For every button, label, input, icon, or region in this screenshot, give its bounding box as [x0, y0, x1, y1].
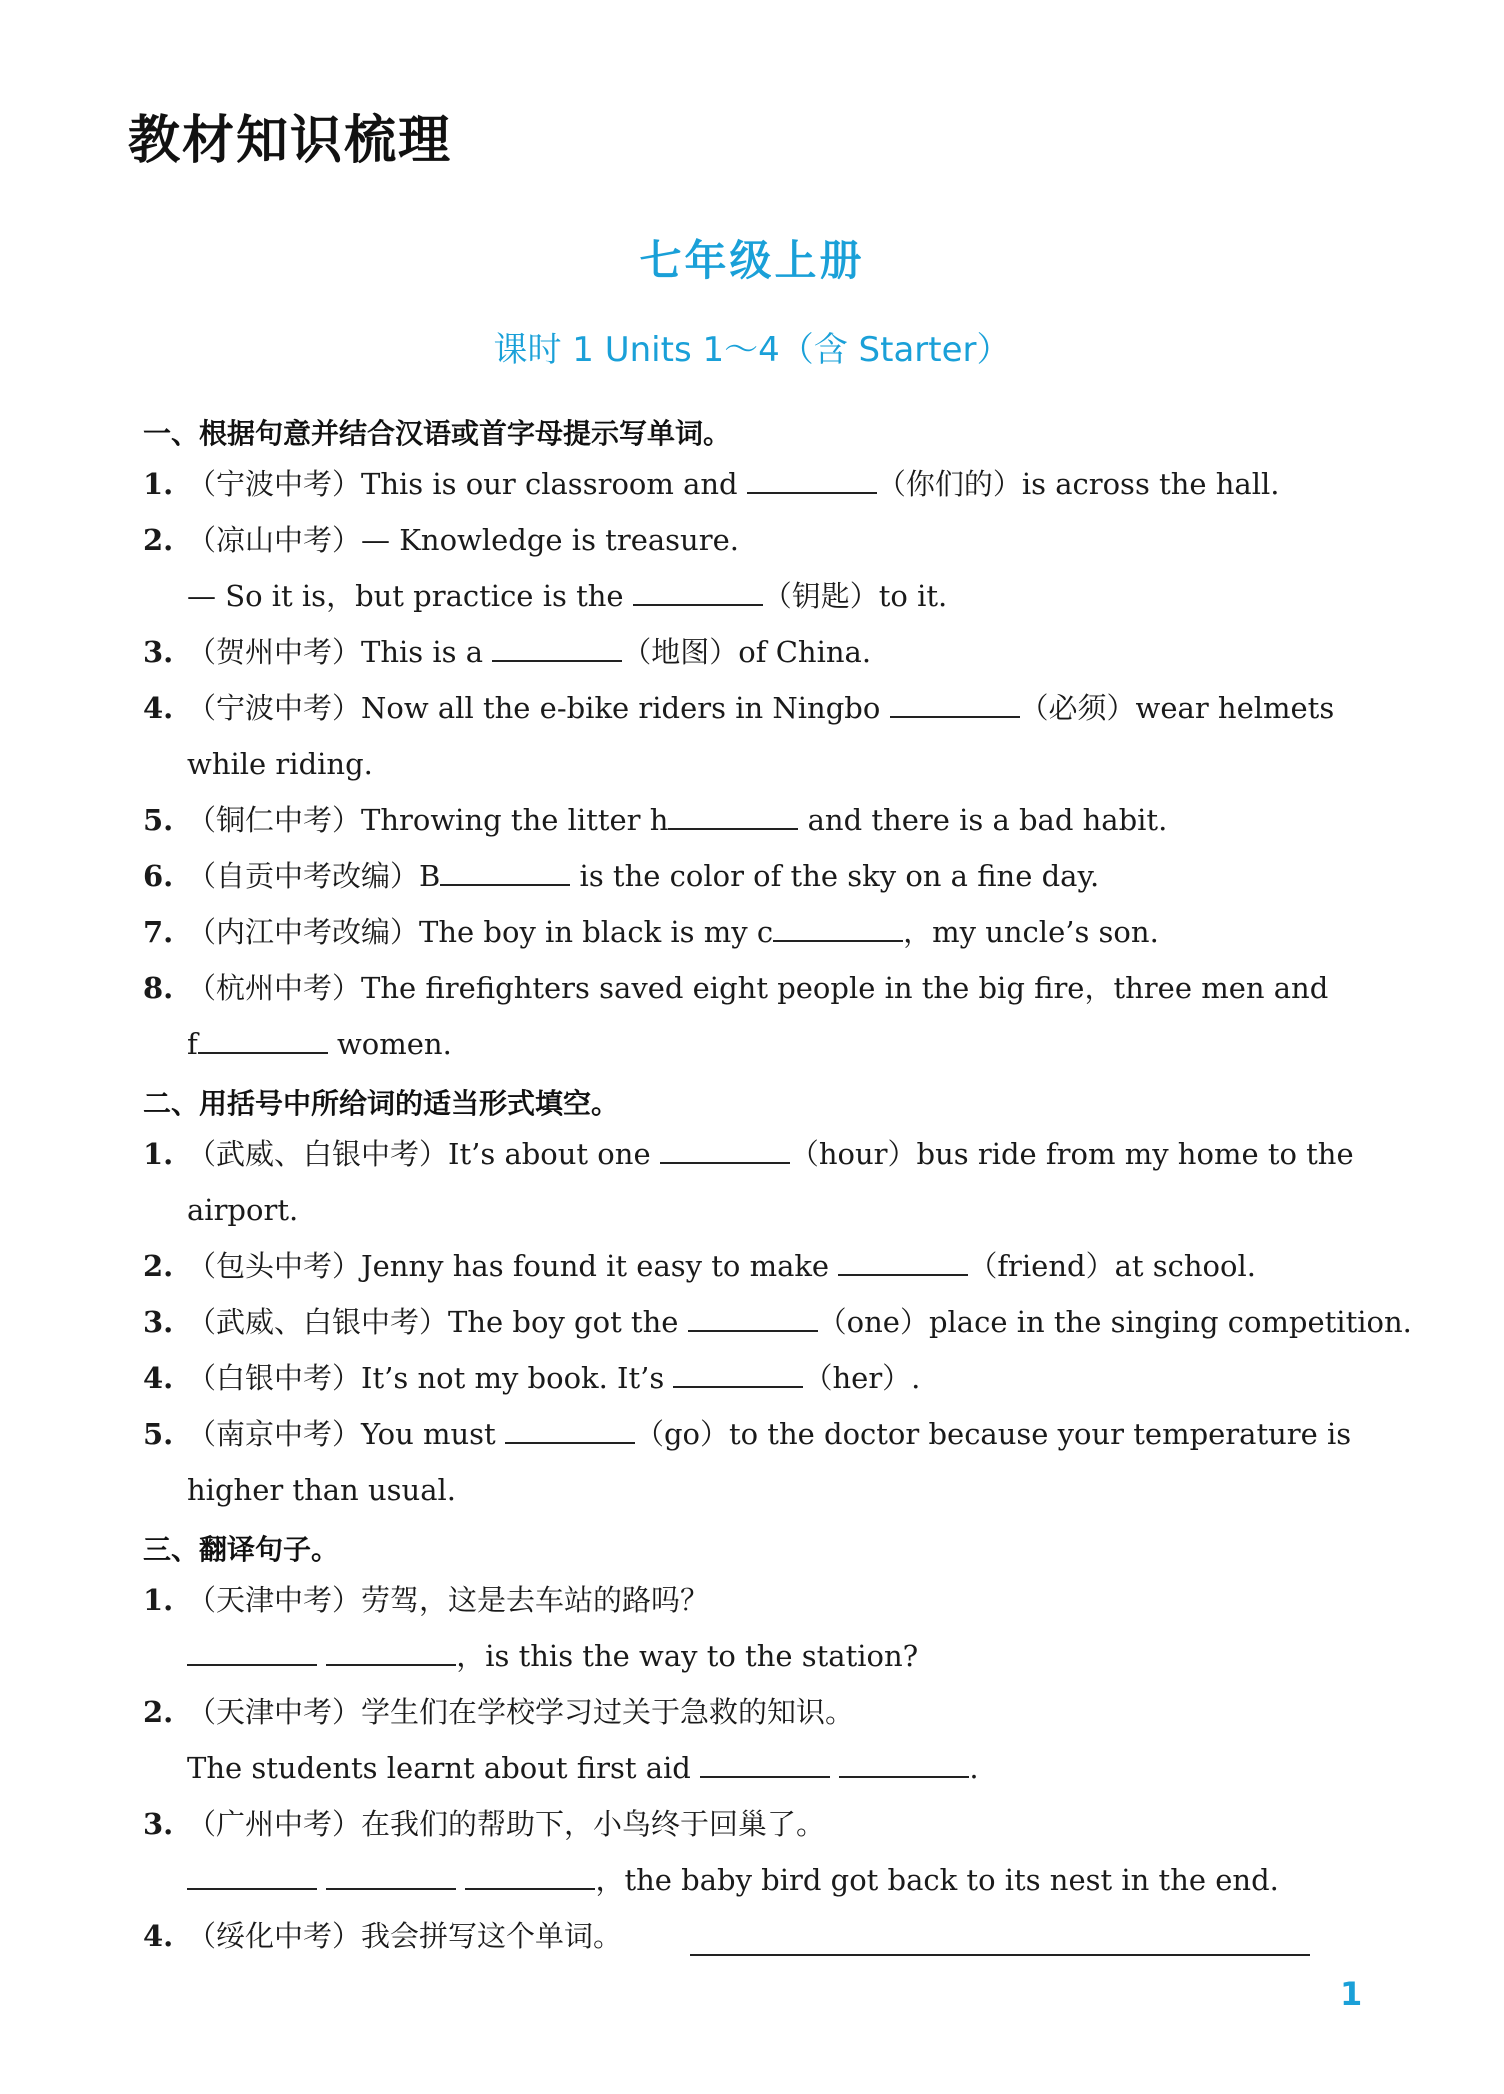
question-continuation [187, 1024, 452, 1064]
question-text: （必须）wear helmets [1019, 691, 1335, 725]
question-source: （宁波中考） [187, 467, 362, 501]
question-source: （白银中考） [187, 1361, 362, 1395]
question-text: This is a [361, 635, 493, 669]
answer-blank[interactable] [838, 1246, 968, 1276]
question [143, 912, 1159, 952]
answer-blank[interactable] [673, 1358, 803, 1388]
question-continuation [187, 1636, 918, 1676]
question [143, 1246, 1256, 1286]
question [143, 688, 1334, 728]
question-text: Jenny has found it easy to make [361, 1249, 839, 1283]
question-source: （南京中考） [187, 1417, 362, 1451]
question-text: and there is a bad habit. [798, 803, 1168, 837]
question-number: 4. [143, 1919, 174, 1953]
question-text: It’s about one [448, 1137, 660, 1171]
question-text: （one）place in the singing competition. [817, 1305, 1412, 1339]
question [143, 800, 1167, 840]
question-text: （地图）of China. [622, 635, 872, 669]
answer-blank[interactable] [633, 576, 763, 606]
answer-blank[interactable] [187, 1860, 317, 1890]
question-source: （凉山中考） [187, 523, 362, 557]
question [143, 1692, 854, 1732]
question-number: 7. [143, 915, 174, 949]
question-number: 1. [143, 1137, 174, 1171]
question-continuation [187, 1860, 1279, 1900]
question [143, 1804, 825, 1844]
question-number: 3. [143, 1807, 174, 1841]
question-source: （天津中考） [187, 1583, 362, 1617]
answer-blank[interactable] [326, 1860, 456, 1890]
question-source: （内江中考改编） [187, 915, 420, 949]
question-text: Now all the e-bike riders in Ningbo [361, 691, 890, 725]
section-heading: 三、翻译句子。 [143, 1533, 340, 1566]
question [143, 856, 1099, 896]
question [143, 1414, 1351, 1454]
question-text: （friend）at school. [968, 1249, 1256, 1283]
question [143, 520, 739, 560]
question-text: （go）to the doctor because your temperature is [634, 1417, 1352, 1451]
question [143, 1580, 709, 1620]
question-number: 2. [143, 523, 174, 557]
answer-blank[interactable] [187, 1636, 317, 1666]
answer-blank[interactable] [440, 856, 570, 886]
question-text: （钥匙）to it. [762, 579, 948, 613]
question-text: This is our classroom and [361, 467, 747, 501]
question-text: （hour）bus ride from my home to the [789, 1137, 1354, 1171]
question-text: The boy got the [448, 1305, 688, 1339]
question [143, 1358, 920, 1398]
question-text: ，is this the way to the station? [456, 1639, 919, 1673]
question-source: （包头中考） [187, 1249, 362, 1283]
question-number: 4. [143, 691, 174, 725]
question-text: ，the baby bird got back to its nest in the end. [595, 1863, 1279, 1897]
question-text: is the color of the sky on a fine day. [570, 859, 1100, 893]
answer-blank[interactable] [688, 1302, 818, 1332]
question-number: 4. [143, 1361, 174, 1395]
question-number: 5. [143, 803, 174, 837]
question-source: （武威、白银中考） [187, 1137, 449, 1171]
question-source: （铜仁中考） [187, 803, 362, 837]
question-number: 3. [143, 1305, 174, 1339]
question-text: B [419, 859, 441, 893]
answer-blank[interactable] [505, 1414, 635, 1444]
answer-blank[interactable] [747, 464, 877, 494]
question-text: （her）. [803, 1361, 921, 1395]
question-number: 1. [143, 467, 174, 501]
question-source: （自贡中考改编） [187, 859, 420, 893]
question-text: （你们的）is across the hall. [876, 467, 1280, 501]
question-number: 2. [143, 1695, 174, 1729]
question-text: 在我们的帮助下，小鸟终于回巢了。 [361, 1807, 826, 1841]
answer-blank[interactable] [700, 1748, 830, 1778]
question [143, 464, 1280, 504]
lesson-title: 课时 1 Units 1～4（含 Starter） [493, 330, 1011, 370]
answer-blank[interactable] [660, 1134, 790, 1164]
question-number: 3. [143, 635, 174, 669]
question [143, 632, 871, 672]
question-text: . [969, 1751, 979, 1785]
answer-blank[interactable] [465, 1860, 595, 1890]
answer-blank[interactable] [839, 1748, 969, 1778]
page-header: 教材知识梳理 [128, 111, 453, 171]
answer-blank[interactable] [668, 800, 798, 830]
question-continuation [187, 1748, 979, 1788]
question-source: （天津中考） [187, 1695, 362, 1729]
question-text: 劳驾，这是去车站的路吗？ [361, 1583, 710, 1617]
question-text: 我会拼写这个单词。 [361, 1919, 623, 1953]
question-number: 1. [143, 1583, 174, 1617]
question-continuation [187, 576, 947, 616]
question-text: Throwing the litter h [361, 803, 669, 837]
answer-blank[interactable] [326, 1636, 456, 1666]
question-continuation: airport. [187, 1193, 299, 1227]
question [143, 1134, 1354, 1174]
question-source: （杭州中考） [187, 971, 362, 1005]
grade-title: 七年级上册 [639, 236, 865, 285]
question-source: （宁波中考） [187, 691, 362, 725]
question-source: （贺州中考） [187, 635, 362, 669]
answer-blank[interactable] [690, 1926, 1310, 1956]
question-text: You must [361, 1417, 505, 1451]
question-text: — Knowledge is treasure. [361, 523, 739, 557]
question-source: （武威、白银中考） [187, 1305, 449, 1339]
question-text: ，my uncle’s son. [903, 915, 1159, 949]
answer-blank[interactable] [198, 1024, 328, 1054]
question-number: 5. [143, 1417, 174, 1451]
question-number: 8. [143, 971, 174, 1005]
question-text: The students learnt about first aid [187, 1751, 701, 1785]
section-heading: 一、根据句意并结合汉语或首字母提示写单词。 [143, 417, 732, 450]
answer-blank[interactable] [492, 632, 622, 662]
question-number: 6. [143, 859, 174, 893]
question-text: women. [327, 1027, 452, 1061]
question-text: The firefighters saved eight people in the big fire，three men and [361, 971, 1329, 1005]
question-source: （绥化中考） [187, 1919, 362, 1953]
page-number: 1 [1340, 1975, 1363, 2013]
question-source: （广州中考） [187, 1807, 362, 1841]
section-heading: 二、用括号中所给词的适当形式填空。 [143, 1087, 620, 1120]
answer-blank[interactable] [773, 912, 903, 942]
question-text: f [187, 1027, 198, 1061]
question [143, 1302, 1412, 1342]
question [143, 1916, 622, 1956]
question-continuation: higher than usual. [187, 1473, 456, 1507]
question-text: — So it is，but practice is the [187, 579, 633, 613]
question-number: 2. [143, 1249, 174, 1283]
question [143, 968, 1328, 1008]
question-text: The boy in black is my c [419, 915, 774, 949]
question-text: 学生们在学校学习过关于急救的知识。 [361, 1695, 855, 1729]
question-continuation: while riding. [187, 747, 373, 781]
question-text: It’s not my book. It’s [361, 1361, 674, 1395]
answer-blank[interactable] [890, 688, 1020, 718]
